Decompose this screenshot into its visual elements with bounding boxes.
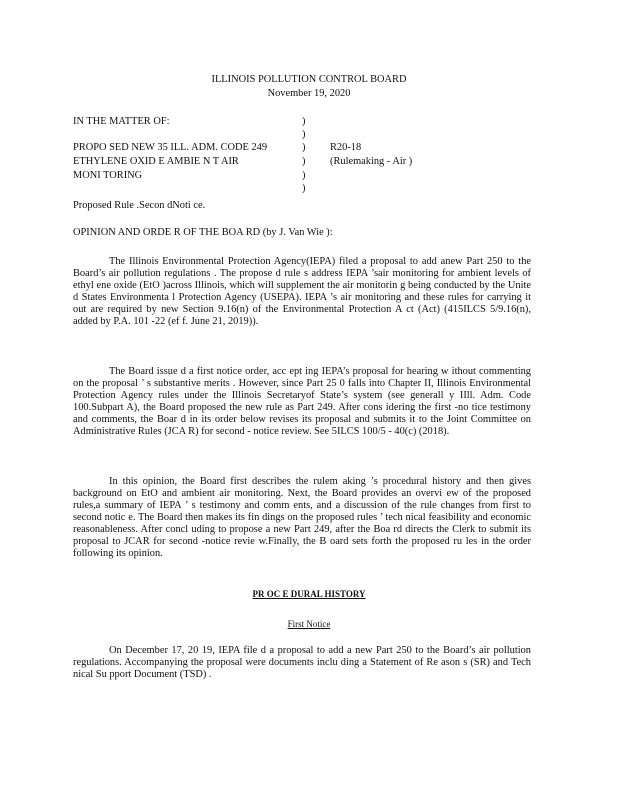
caption-paren: ) xyxy=(302,116,306,127)
subheading-first-notice: First Notice xyxy=(287,619,331,629)
notice-line: Proposed Rule .Secon dNoti ce. xyxy=(73,200,206,211)
caption-paren: ) xyxy=(302,170,306,181)
caption-paren: ) xyxy=(302,183,306,194)
body-paragraph: The Board issue d a first notice order, acc ept ing IEPA’s proposal for hearing w ithout commenting on the proposal ’ s substantive merits . However, since Part 25 0 falls into Chapter II, Illinois Environmental Protection Agency rules under the Illinois Secretaryof State’s system (see generall y IIll. Adm. Code 100.Subpart A), the Board proposed the new rule as Part 249. After cons idering the first -no tice testimony and comments, the Boar d in its order below revises its proposal and submits it to the Joint Committee on Administrative Rules (JCA R) for second - notice review. See 5ILCS 100/5 - 40(c) (2018). xyxy=(73,366,531,437)
caption-paren: ) xyxy=(302,156,306,167)
body-paragraph: In this opinion, the Board first describes the rulem aking ’s procedural history and then gives background on EtO and ambient air monitoring. Next, the Board provides an overvi ew of the proposed rules,a summary of IEPA ’ s testimony and comm ents, and a discussion of the rule changes from first to second notic e. The Board then makes its fin dings on the proposed rules ’ tech nical feasibility and economic reasonableness. After concl uding to propose a new Part 249, after the Boa rd directs the Clerk to submit its proposal to JCAR for second -notice revie w.Finally, the B oard sets forth the proposed ru les in the order following its opinion. xyxy=(73,476,531,559)
body-paragraph: The Illinois Environmental Protection Agency(IEPA) filed a proposal to add anew Part 250 to the Board’s air pollution regulations . The propose d rule s address IEPA ’sair monitoring for ambient levels of ethyl ene oxide (EtO )across Illinois, which will supplement the air monitorin g being conducted by the Unite d States Environmenta l Protection Agency (USEPA). IEPA ’s air monitoring and these rules for carrying it out are required by new Section 9.16(n) of the Environmental Protection A ct (Act) (415ILCS 5/9.16(n), added by P.A. 101 -22 (ef f. June 21, 2019)). xyxy=(73,256,531,327)
caption-in-the-matter: IN THE MATTER OF: xyxy=(73,116,170,127)
docket-number: R20-18 xyxy=(330,142,362,153)
caption-paren: ) xyxy=(302,129,306,140)
document-date: November 19, 2020 xyxy=(267,88,351,99)
caption-monitoring: MONI TORING xyxy=(73,170,143,181)
opinion-heading: OPINION AND ORDE R OF THE BOA RD (by J. Van Wie ): xyxy=(73,227,333,238)
caption-paren: ) xyxy=(302,142,306,153)
caption-proposed-code: PROPO SED NEW 35 ILL. ADM. CODE 249 xyxy=(73,142,268,153)
section-heading: PR OC E DURAL HISTORY xyxy=(252,589,366,599)
rulemaking-type: (Rulemaking - Air ) xyxy=(330,156,413,167)
board-title: ILLINOIS POLLUTION CONTROL BOARD xyxy=(211,74,407,85)
caption-ethylene-oxide: ETHYLENE OXID E AMBIE N T AIR xyxy=(73,156,239,167)
body-paragraph: On December 17, 20 19, IEPA file d a proposal to add a new Part 250 to the Board’s air pollution regulations. Accompanying the proposal were documents inclu ding a Statement of Re ason s (SR) and Tech nical Su pport Document (TSD) . xyxy=(73,645,531,680)
